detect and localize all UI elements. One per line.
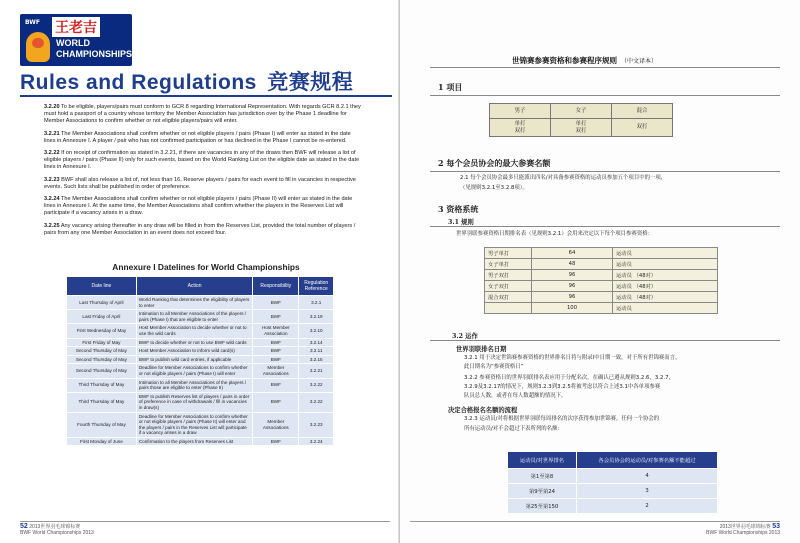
quota-row [508,469,718,484]
quota-table [507,451,718,514]
footer-divider-right [410,521,780,522]
annex-cell: 3.2.1 [299,296,334,310]
table-row [67,296,334,310]
annex-cell: Third Thursday of May [67,378,137,392]
page-title [20,66,353,96]
section-3-1-text: 世界羽联参赛资格日期排名表（见规则3.2.1）会用来决定以下每个项目参赛资格： [456,231,653,237]
events-cell-line: 双打 [575,127,587,134]
ranking-cell: 运动员 [613,259,718,270]
regulation-number: 3.2.20 [44,104,60,110]
ranking-cell: 48 [532,259,613,270]
annex-cell: 3.2.19 [299,310,334,324]
annex-header-cell: Responsibility [253,277,299,296]
regulation-text: Any vacancy arising thereafter in any draw will be filled in from the Reserves List, provided the total number of players / pairs from any one Member Association in an event does not exceed four. [44,222,356,236]
title-cn: 竞赛规程 [267,71,354,94]
ranking-row [485,270,718,281]
regulation-text: To be eligible, players/pairs must conform to GCR 8 regarding International Representation. With regards GCR 8.2.1 they must hold a passport of a country whose territory the Member Association has jurisdiction over by the Phase 1 deadline for Member Associations to confirm whether or not eligible players/pairs will enter. [44,104,361,125]
ranking-cell: 96 [532,281,613,292]
table-row [67,392,334,412]
regulation-number: 3.2.22 [44,150,60,157]
events-cell [490,104,551,119]
annex-cell: BWF [253,378,299,392]
annex-cell: Last Friday of April [67,310,137,324]
ranking-cell: 女子单打 [485,259,532,270]
ranking-cell: 运动员 （48对） [613,270,718,281]
events-cell-line: 双打 [636,124,648,130]
quota-row [508,499,718,514]
events-cell [551,104,612,119]
right-header-title: 世锦赛参赛资格和参赛程序规则 [512,56,617,65]
events-row [490,104,673,119]
annex-cell: Second Thursday of May [67,347,137,356]
section-1-divider [430,95,780,96]
footer-cn-right: 2013世界羽毛球锦标赛 [719,524,771,530]
quota-rank-cell: 第9至第24 [508,484,577,499]
ranking-row [485,303,718,314]
ranking-cell: 混合双打 [485,292,532,303]
regulation-paragraph [44,150,362,172]
regulation-paragraph [44,104,362,126]
table-row [67,412,334,437]
ranking-cell: 100 [532,303,613,314]
table-row [67,310,334,324]
ranking-cell: 96 [532,292,613,303]
annex-cell: 3.2.10 [299,324,334,338]
ranking-cell: 运动员 [613,303,718,314]
datelines-table [66,276,334,446]
regulation-text: If on receipt of confirmation as stated in 3.2.21, if there are vacancies in any of the draws then BWF will release a list of eligible players / pairs (Phase II) only for such events, based on the World Ranking List on the eligible date as stated in the date lines in Annexure I. [44,150,360,171]
quota-limit-cell: 3 [577,484,718,499]
annex-cell: Intimation to all Member Associations of the players / pairs (Phase I) that are eligible to enter [136,310,252,324]
annex-cell: Third Thursday of May [67,392,137,412]
annex-cell: BWF [253,338,299,347]
ranking-row [485,292,718,303]
annex-header-cell: Date line [67,277,137,296]
ranking-cell: 运动员 （48对） [613,281,718,292]
regulation-paragraph [44,177,362,191]
footer-left [20,523,94,536]
table-row [67,324,334,338]
quota-limit-cell: 2 [577,499,718,514]
section-3-2-heading: 3.2 运作 [452,333,478,340]
ranking-row [485,281,718,292]
regulation-number: 3.2.25 [44,222,60,229]
rule-3-2-2-line-2: 3.2.9及3.2.17的情况下，规则3.2.3到3.2.5将被考虑以符合上述3.1中各单项参赛 [464,384,661,390]
section-3-divider [430,226,780,227]
table-row [67,355,334,364]
annex-cell: BWF [253,437,299,446]
events-cell-line: 单打 [575,120,587,127]
quota-header-limit: 各会员协会的运动员/对参赛名额不能超过 [577,452,718,469]
page-number-right: 53 [772,523,780,530]
quota-header-rank: 运动员/对世界排名 [508,452,577,469]
rule-3-2-1-line-1: 3.2.1 用于决定世锦赛参赛资格的世界排名日将与附录I中日期一致。对于所有世锦赛而言， [464,355,681,361]
annex-cell: BWF to publish Reserves list of players / pairs in order of preference in case of withdrawals / fill in vacancies in draw(s) [136,392,252,412]
regulation-number: 3.2.24 [44,196,60,203]
annex-cell: BWF [253,296,299,310]
annex-cell: BWF to decide whether or not to use BWF wild cards [136,338,252,347]
events-cell [612,119,673,137]
annex-cell: First Friday of May [67,338,137,347]
ranking-row [485,259,718,270]
ranking-cell: 96 [532,270,613,281]
ranking-cell: 男子单打 [485,248,532,259]
section-2-heading: 2 每个会员协会的最大参赛名额 [438,158,551,168]
annex-cell: Host Member Association [253,324,299,338]
section-3-2-divider [430,340,780,341]
page-number-left: 52 [20,523,28,530]
rule-3-2-3-line-2: 所有运动员/对不会超过下表所列的名额： [464,426,563,432]
annex-cell: 3.2.11 [299,347,334,356]
annex-cell: First Wednesday of May [67,324,137,338]
annex-cell: Member Associations [253,412,299,437]
regulation-text: BWF shall also release a list of, not less than 16, Reserve players / pairs for each event to fill in vacancies in respective events. Such lists shall be published in order of preference. [44,176,356,190]
table-row [67,378,334,392]
table-row [67,338,334,347]
annex-cell: Deadline for Member Associations to confirm whether or not eligible players / pairs (Phase I) will enter [136,364,252,378]
events-cell [551,119,612,137]
right-header-note: （中文译本） [621,58,658,65]
footer-divider-left [20,521,390,522]
annex-header-cell: Regulation Reference [299,277,334,296]
ranking-cell: 女子双打 [485,281,532,292]
annex-cell: World Ranking that determines the eligibility of players to enter [136,296,252,310]
regulation-number: 3.2.23 [44,176,60,183]
logo-line-2: CHAMPIONSHIPS [56,49,133,59]
table-row [67,437,334,446]
annex-cell: 3.2.15 [299,355,334,364]
events-cell-line: 单打 [514,120,526,127]
section-2-text-2: （见规则3.2.1至3.2.8项）。 [460,185,528,191]
events-cell-line: 混合 [636,107,648,114]
annex-header-cell: Action [136,277,252,296]
annex-cell: Confirmation to the players from Reserves List [136,437,252,446]
bwf-mark: BWF [25,19,40,26]
annex-cell: Deadline for Member Associations to confirm whether or not eligible players / pairs (Phase II) will enter and the players / pairs in the Reserves List will participate if a vacancy arises in a draw [136,412,252,437]
annex-cell: 3.2.23 [299,412,334,437]
annex-cell: Host Member Association to decide whether or not to use the wild cards [136,324,252,338]
section-2-text-1: 2.1 每个会员协会最多只能派出四名/对具备参赛资格的运动员参加五个项目中的一项， [460,175,667,181]
quota-limit-cell: 4 [577,469,718,484]
table-row [67,347,334,356]
annex-cell: BWF [253,392,299,412]
section-1-heading: 1 项目 [438,82,463,92]
footer-en-left: BWF World Championships 2013 [20,530,94,536]
rule-3-2-2-line-3: 队员总人数，或者在每人数超额的情况下。 [464,393,567,399]
quota-row [508,484,718,499]
ranking-cell: 男子双打 [485,270,532,281]
annex-cell: BWF [253,355,299,364]
events-cell [490,119,551,137]
championships-logo [20,14,132,66]
annex-title: Annexure I Datelines for World Championships [112,262,300,272]
quota-rank-cell: 第1至第8 [508,469,577,484]
annex-cell: BWF to publish wild card entries, if applicable [136,355,252,364]
rule-3-2-3-line-1: 3.2.3 运动员/对将根据世界羽联每周排名的次序获得参加世锦赛，任何一个协会的 [464,416,660,422]
annex-cell: 3.2.22 [299,378,334,392]
annex-cell: Second Thursday of May [67,364,137,378]
ranking-cell: 64 [532,248,613,259]
annex-cell: Fourth Thursday of May [67,412,137,437]
footer-cn-left: 2013世界羽毛球锦标赛 [29,524,81,530]
ranking-date-subheading: 世界羽联排名日期 [456,346,507,353]
table-row [67,364,334,378]
regulation-number: 3.2.21 [44,130,60,137]
rule-3-2-1-line-2: 此日期名为“参赛资格日” [464,364,524,370]
ranking-table [484,247,718,314]
annex-cell: BWF [253,310,299,324]
sponsor-mark: 王老吉 [52,17,100,37]
annex-cell: 3.2.22 [299,392,334,412]
regulation-paragraph [44,131,362,145]
regulation-paragraph [44,196,362,218]
footer-right [690,523,780,536]
mascot-icon [26,32,50,62]
header-divider [430,67,780,68]
section-2-divider [430,171,780,172]
annex-cell: 3.2.24 [299,437,334,446]
annex-cell: Second Thursday of May [67,355,137,364]
ranking-cell: 运动员 （48对） [613,292,718,303]
annex-cell: 3.2.14 [299,338,334,347]
quota-rank-cell: 第25至第150 [508,499,577,514]
section-3-1-heading: 3.1 规则 [448,219,474,226]
right-page-header [512,55,657,66]
events-cell-line: 双打 [514,127,526,134]
title-en: Rules and Regulations [20,71,257,94]
regulation-text: The Member Associations shall confirm whether or not eligible players / pairs (Phase II) will enter as stated in the date lines in Annexure I. At the same time, the Member Associations shall confirm whether the players in the Reserves List will participate if a vacancy arises in a draw. [44,196,353,217]
annex-cell: Last Thursday of April [67,296,137,310]
events-row [490,119,673,137]
regulation-paragraphs [44,104,362,242]
annex-cell: First Monday of June [67,437,137,446]
title-divider [20,95,392,97]
regulation-paragraph [44,223,362,237]
regulation-text: The Member Associations shall confirm whether or not eligible players / pairs (Phase I) will enter as stated in the date lines in Annexure I. A player / pair who has not confirmed participation or has declined in the Phase I cannot be re-entered. [44,130,351,144]
annex-cell: BWF [253,347,299,356]
footer-en-right: BWF World Championships 2013 [706,530,780,536]
annex-cell: Member Associations [253,364,299,378]
ranking-cell: 运动员 [613,248,718,259]
events-cell [612,104,673,119]
section-3-heading: 3 资格系统 [438,204,479,214]
ranking-cell [485,303,532,314]
annex-cell: Intimation to all Member Associations of the players / pairs those are eligible to enter (Phase II) [136,378,252,392]
events-table [489,103,673,137]
rule-3-2-2-line-1: 3.2.2 参赛资格日的世界羽联排名表应用于分配名次。在确认已遵从规则3.2.6，3.2.7， [464,375,674,381]
qualification-subheading: 决定合格报名名额的流程 [448,407,518,414]
events-cell-line: 女子 [575,107,587,114]
annex-cell: Host Member Association to inform wild card(s) [136,347,252,356]
logo-line-1: WORLD [56,38,90,48]
events-cell-line: 男子 [514,107,526,114]
ranking-row [485,248,718,259]
annex-cell: 3.2.21 [299,364,334,378]
